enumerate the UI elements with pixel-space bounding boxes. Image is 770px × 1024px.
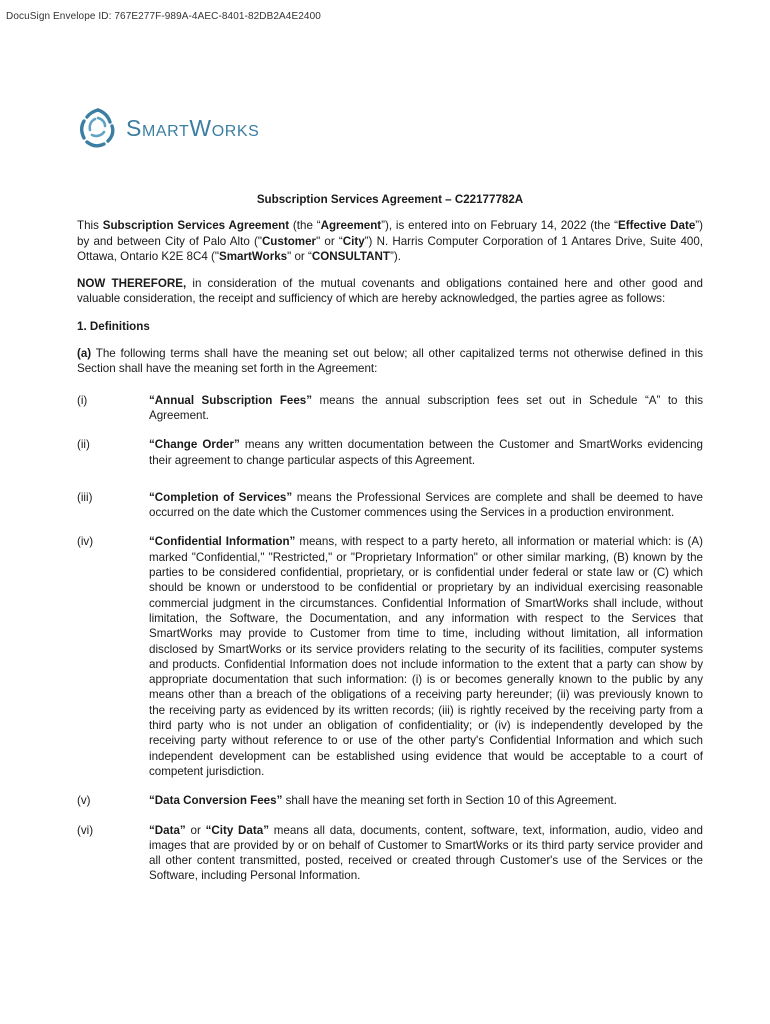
section-heading-definitions: 1. Definitions (77, 319, 150, 333)
definition-number: (ii) (77, 438, 90, 452)
definition-number: (iii) (77, 490, 93, 504)
definition-item (77, 437, 703, 468)
definition-item (77, 793, 703, 808)
smartworks-logo (78, 106, 259, 150)
definition-number: (v) (77, 794, 91, 808)
definition-number: (vi) (77, 823, 94, 837)
definition-item (77, 393, 703, 424)
definition-body: “Confidential Information” means, with respect to a party hereto, all information or material which: is (A) marked "Confidential," "Restricted," or "Proprietary Information" or other similar marking, (B) known by the parties to be considered confidential, proprietary, or is confidential under federal or state law or (C) which should be known or understood to be confidential or proprietary by an individual exercising reasonable commercial judgment in the circumstances. Confidential Information of SmartWorks shall include, without limitation, the Software, the Documentation, and any information with respect to the Services that SmartWorks may provide to Customer from time to time, including without limitation, all information disclosed by SmartWorks or its service providers relating to the security of its facilities, computer systems and products. Confidential Information does not include information to the extent that a party can show by appropriate documentation that such information: (i) is or becomes generally known to the public by any means other than a breach of the obligations of a receiving party hereunder; (ii) was previously known to the receiving party as evidenced by its written records; (iii) is rightly received by the receiving party from a third party who is not under an obligation of confidentiality; or (iv) is independently developed by the receiving party without reference to or use of the other party's Confidential Information and which such independent development can be established using evidence that would be acceptable to a court of competent jurisdiction. (149, 535, 703, 778)
definition-item (77, 490, 703, 521)
intro-paragraph: This Subscription Services Agreement (the “Agreement”), is entered into on February 14, 2022 (the “Effective Date”) by and between City of Palo Alto ("Customer" or “City”) N. Harris Computer Corporation of 1 Antares Drive, Suite 400, Ottawa, Ontario K2E 8C4 ("SmartWorks" or “CONSULTANT”). (77, 219, 704, 263)
definition-number: (iv) (77, 535, 94, 549)
docusign-envelope-id: DocuSign Envelope ID: 767E277F-989A-4AEC-8401-82DB2A4E2400 (6, 11, 321, 22)
definition-body: “Data” or “City Data” means all data, documents, content, software, text, information, audio, video and images that are provided by or on behalf of Customer to SmartWorks or its third party service provider and all other content transmitted, posted, received or created through Customer's use of the Services or the Software, including Personal Information. (149, 823, 703, 883)
agreement-title: Subscription Services Agreement – C22177782A (256, 193, 524, 206)
definition-body: “Annual Subscription Fees” means the annual subscription fees set out in Schedule “A” to this Agreement. (149, 393, 703, 422)
agreement-document (77, 192, 703, 898)
definitions-intro-paragraph: (a) The following terms shall have the meaning set out below; all other capitalized terms not otherwise defined in this Section shall have the meaning set forth in the Agreement: (77, 347, 703, 376)
definition-number: (i) (77, 393, 88, 407)
definition-body: “Data Conversion Fees” shall have the meaning set forth in Section 10 of this Agreement. (149, 794, 617, 808)
now-therefore-paragraph: NOW THEREFORE, in consideration of the mutual covenants and obligations contained here and other good and valuable consideration, the receipt and sufficiency of which are hereby acknowledged, the parties agree as follows: (77, 277, 703, 306)
definition-body: “Change Order” means any written documentation between the Customer and SmartWorks evidencing their agreement to change particular aspects of this Agreement. (149, 438, 703, 467)
smartworks-swirl-icon (78, 106, 118, 150)
definition-item (77, 823, 703, 884)
definition-item (77, 534, 703, 779)
definition-body: “Completion of Services” means the Professional Services are complete and shall be deemed to have occurred on the date which the Customer commences using the Services in a production environment. (149, 490, 703, 520)
logo-wordmark: SmartWorks (126, 114, 260, 141)
